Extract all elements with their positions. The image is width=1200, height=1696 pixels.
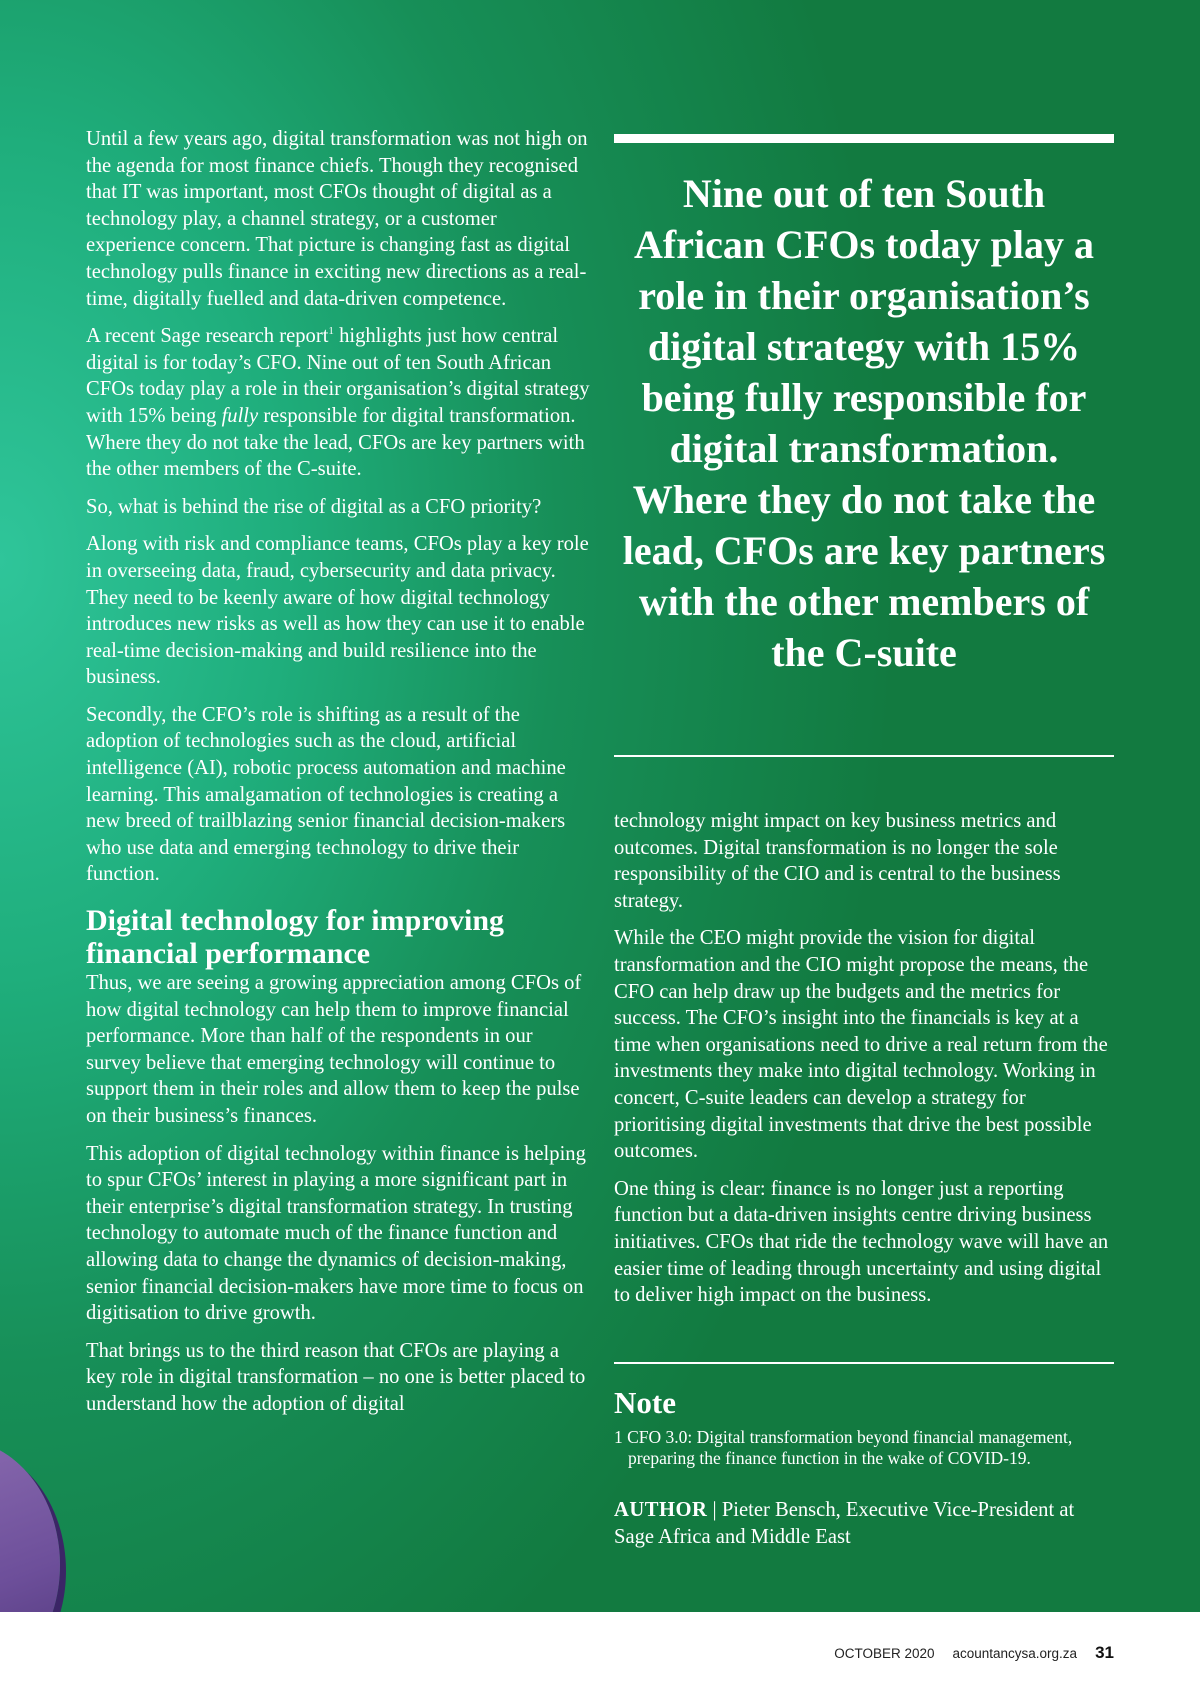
text-run: A recent Sage research report xyxy=(86,325,329,348)
author-name: Pieter Bensch, Executive Vice-President at Sage Africa and Middle East xyxy=(614,1499,1075,1548)
footnote-line: preparing the finance function in the wake of COVID-19. xyxy=(628,1448,1031,1468)
footnote-line: 1 CFO 3.0: Digital transformation beyond financial management, xyxy=(614,1427,1073,1447)
paragraph: So, what is behind the rise of digital as a CFO priority? xyxy=(86,495,542,518)
paragraph: Thus, we are seeing a growing appreciation among CFOs of how digital technology can help them to improve financial performance. More than half of the respondents in our survey believe that emerging technology will continue to support them in their roles and allow them to keep the pulse on their business’s finances. xyxy=(86,972,582,1127)
page-number: 31 xyxy=(1095,1643,1114,1662)
text-run: highlights just how central digital is for today’s CFO. Nine out of ten South African CFOs today play a role in their organisation’s digital strategy with 15% being xyxy=(86,325,590,427)
page-footer xyxy=(834,1643,1114,1663)
note-heading: Note xyxy=(614,1385,676,1420)
paragraph: This adoption of digital technology within finance is helping to spur CFOs’ interest in playing a more significant part in their enterprise’s digital transformation strategy. In trusting technology to automate much of the finance function and allowing data to change the dynamics of decision-making, senior financial decision-makers have more time to focus on digitisation to drive growth. xyxy=(86,1142,586,1325)
footnote xyxy=(614,1427,1114,1469)
paragraph: Until a few years ago, digital transformation was not high on the agenda for most finance chiefs. Though they recognised that IT was important, most CFOs thought of digital as a technology play, a channel strategy, or a customer experience concern. That picture is changing fast as digital technology pulls finance in exciting new directions as a real-time, digitally fuelled and data-driven competence. xyxy=(86,128,588,310)
emphasis: fully xyxy=(221,404,259,427)
paragraph: While the CEO might provide the vision for digital transformation and the CIO might propose the means, the CFO can help draw up the budgets and the metrics for success. The CFO’s insight into the financials is key at a time when organisations need to drive a real return from the investments they make into digital technology. Working in concert, C-suite leaders can develop a strategy for prioritising digital investments that drive the best possible outcomes. xyxy=(614,927,1108,1163)
left-column xyxy=(86,126,591,1429)
right-column xyxy=(614,808,1116,1320)
paragraph: One thing is clear: finance is no longer just a reporting function but a data-driven insights centre driving business initiatives. CFOs that ride the technology wave will have an easier time of leading through uncertainty and using digital to deliver high impact on the business. xyxy=(614,1177,1109,1307)
pull-quote-bottom-rule xyxy=(614,755,1114,757)
website: acountancysa.org.za xyxy=(952,1646,1078,1661)
author-credit xyxy=(614,1497,1119,1551)
pull-quote: Nine out of ten South African CFOs today play a role in their organisation’s digital strategy with 15% being fully responsible for digital transformation. Where they do not take the lead, CFOs are key partners with the other members of the C-suite xyxy=(622,171,1106,675)
author-separator: | xyxy=(707,1499,722,1521)
text-run: responsible for digital transformation. Where they do not take the lead, CFOs are key partners with the other members of the C-suite. xyxy=(86,404,585,481)
paragraph xyxy=(86,323,591,483)
paragraph: Along with risk and compliance teams, CFOs play a key role in overseeing data, fraud, cybersecurity and data privacy. They need to be keenly aware of how digital technology introduces new risks as well as how they can use it to enable real-time decision-making and build resilience into the business. xyxy=(86,533,589,689)
decorative-purple-shape xyxy=(0,1440,60,1612)
footnote-ref: 1 xyxy=(328,325,334,338)
section-heading: Digital technology for improving financial performance xyxy=(86,904,505,971)
note-divider xyxy=(614,1362,1114,1364)
paragraph: technology might impact on key business metrics and outcomes. Digital transformation is no longer the sole responsibility of the CIO and is central to the business strategy. xyxy=(614,810,1061,912)
paragraph: That brings us to the third reason that CFOs are playing a key role in digital transformation – no one is better placed to understand how the adoption of digital xyxy=(86,1339,586,1415)
pull-quote-top-rule xyxy=(614,134,1114,143)
author-label: AUTHOR xyxy=(614,1499,708,1521)
issue-date: OCTOBER 2020 xyxy=(834,1646,935,1661)
paragraph: Secondly, the CFO’s role is shifting as a result of the adoption of technologies such as the cloud, artificial intelligence (AI), robotic process automation and machine learning. This amalgamation of technologies is creating a new breed of trailblazing senior financial decision-makers who use data and emerging technology to drive their function. xyxy=(86,703,566,886)
